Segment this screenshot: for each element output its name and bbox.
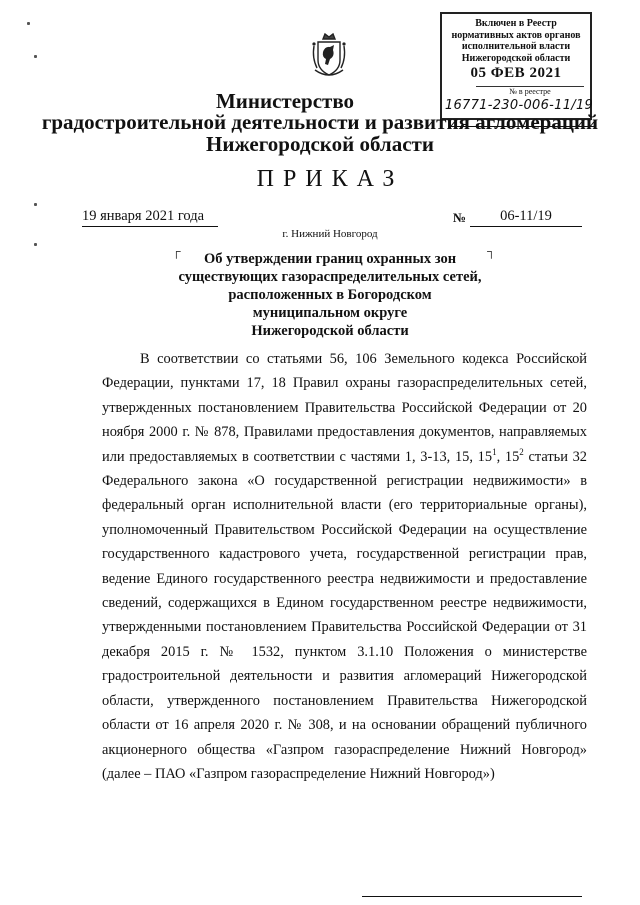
body-superscript: 2 xyxy=(519,446,524,457)
order-city: г. Нижний Новгород xyxy=(282,228,378,240)
order-body-paragraph xyxy=(102,347,587,786)
stamp-date: 05 ФЕВ 2021 xyxy=(470,65,562,81)
order-number-label: № xyxy=(453,210,467,225)
stamp-registry-label: № в реестре xyxy=(476,86,584,96)
stamp-registry-number-text: 16771-230-006-11/19 xyxy=(444,98,594,113)
scan-mark xyxy=(27,22,30,25)
body-text-part: статьи 32 Федерального закона «О государственной регистрации недвижимости» в федеральный орган исполнительной власти (его территориальные органы), уполномоченный Правительством Российской Федерации на осуществление государственного кадастрового учета, государственной регистрации прав, ведение Единого государственного реестра недвижимости и предоставление сведений, содержащихся в Едином государственном реестре недвижимости, утвержденными постановлением Правительства Российской Федерации от 31 декабря 2015 г. № 1532, пунктом 3.1.10 Положения о министерстве градостроительной деятельности и развития агломераций Нижегородской области, утвержденного постановлением Правительства Нижегородской области от 16 апреля 2020 г. № 308, и на основании обращений публичного акционерного общества «Газпром газораспределение Нижний Новгород» (далее – ПАО «Газпром газораспределение Нижний Новгород») xyxy=(102,448,587,782)
subject-line: муниципальном округе xyxy=(252,305,408,321)
body-superscript: 1 xyxy=(492,446,497,457)
order-date: 19 января 2021 года xyxy=(82,208,218,227)
stamp-line: нормативных актов органов xyxy=(451,29,581,41)
body-text-part: В соответствии со статьями 56, 106 Земельного кодекса Российской Федерации, пунктами 17, 18 Правил охраны газораспределительных сетей, утвержденных постановлением Правительства Российской Федерации от 20 ноября 2000 г. № 878, Правилами предоставления документов, направляемых или предоставляемых в соответствии с частями 1, 3-13, 15, 15 xyxy=(102,351,587,465)
subject-line: Об утверждении границ охранных зон xyxy=(203,251,457,267)
ministry-title-line2: градостроительной деятельности и развития агломераций xyxy=(41,110,599,134)
subject-line: Нижегородской области xyxy=(251,323,409,339)
subject-line: существующих газораспределительных сетей, xyxy=(178,269,482,285)
header-strike-line xyxy=(450,126,595,127)
stamp-line: Включен в Реестр xyxy=(475,18,557,29)
ministry-title-line1: Министерство xyxy=(215,89,355,113)
document-type: ПРИКАЗ xyxy=(256,166,404,192)
subject-line: расположенных в Богородском xyxy=(228,287,432,303)
scan-mark xyxy=(34,243,37,246)
scan-mark xyxy=(34,203,37,206)
footer-rule xyxy=(362,896,582,897)
coat-of-arms-icon xyxy=(311,30,347,80)
scan-mark xyxy=(34,55,37,58)
order-number: 06-11/19 xyxy=(470,208,582,227)
corner-bracket-left: ┌ xyxy=(172,244,181,258)
order-subject xyxy=(160,250,500,340)
stamp-line: исполнительной власти xyxy=(461,41,571,52)
corner-bracket-right: ┐ xyxy=(487,244,496,258)
stamp-line: Нижегородской области xyxy=(461,52,571,64)
ministry-title-line3: Нижегородской области xyxy=(206,132,434,156)
body-text-part: , 15 xyxy=(496,448,520,465)
